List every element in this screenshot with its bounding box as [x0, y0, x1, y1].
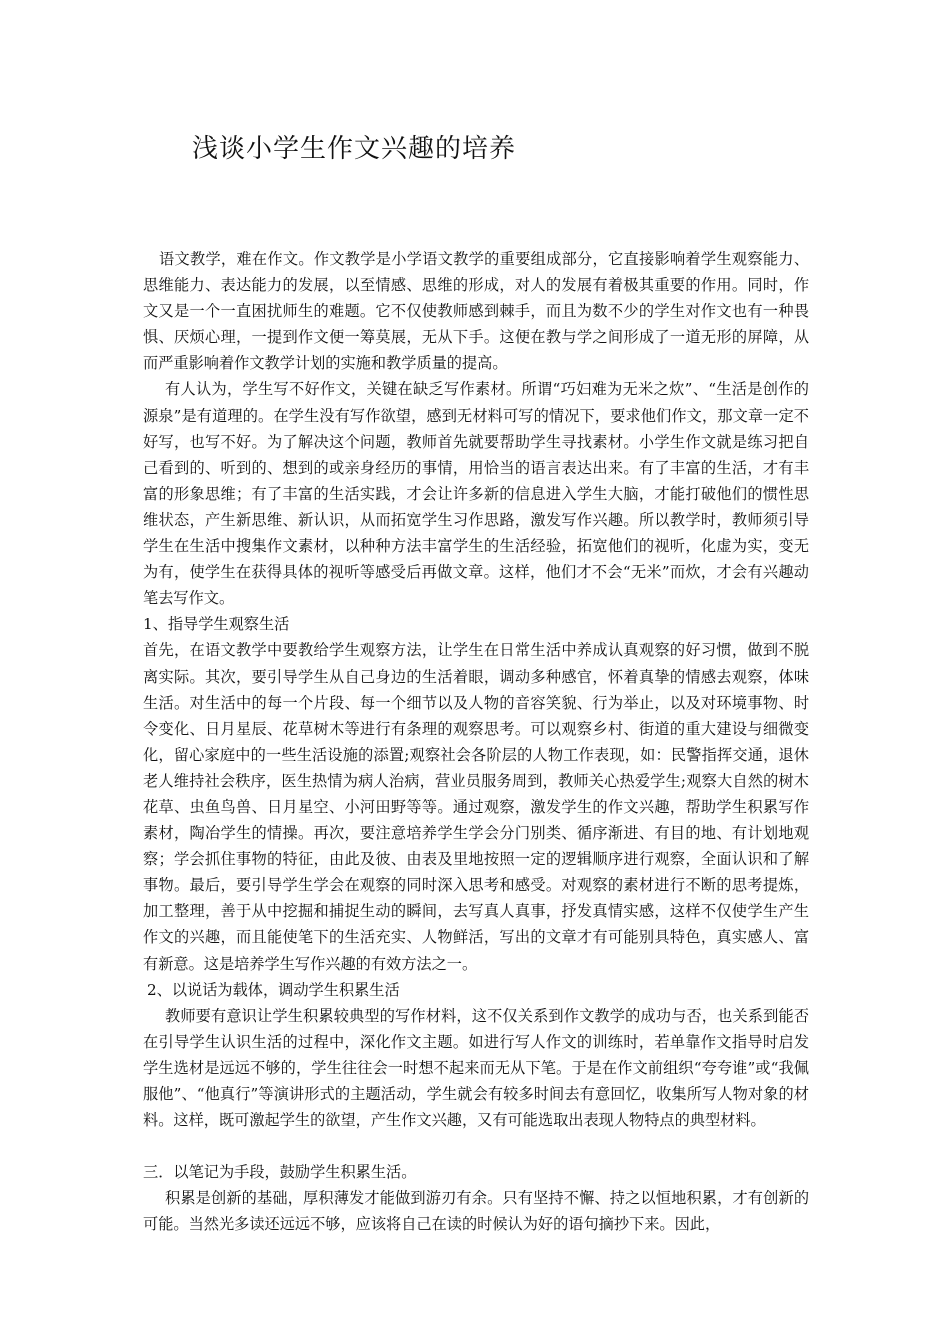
paragraph-gap: [143, 1133, 809, 1159]
document-title: 浅谈小学生作文兴趣的培养: [192, 134, 517, 164]
document-body: [143, 246, 809, 1237]
section-heading-speaking: 2、以说话为载体，调动学生积累生活: [147, 980, 400, 999]
section-heading-observe: 1、指导学生观察生活: [143, 615, 290, 634]
paragraph-observe: 首先，在语文教学中要教给学生观察方法，让学生在日常生活中养成认真观察的好习惯，做到不脱离实际。其次，要引导学生从自己身边的生活着眼，调动多种感官，怀着真挚的情感去观察，体味生活。对生活中的每一个片段、每一个细节以及人物的音容笑貌、行为举止，以及对环境事物、时令变化、日月星辰、花草树木等进行有条理的观察思考。可以观察乡村、街道的重大建设与细微变化，留心家庭中的一些生活设施的添置;观察社会各阶层的人物工作表现，如：民警指挥交通，退休老人维持社会秩序，医生热情为病人治病，营业员服务周到，教师关心热爱学生;观察大自然的树木花草、虫鱼鸟兽、日月星空、小河田野等等。通过观察，激发学生的作文兴趣，帮助学生积累写作素材，陶冶学生的情操。再次，要注意培养学生学会分门别类、循序渐进、有目的地、有计划地观察；学会抓住事物的特征，由此及彼、由表及里地按照一定的逻辑顺序进行观察，全面认识和了解事物。最后，要引导学生学会在观察的同时深入思考和感受。对观察的素材进行不断的思考提炼，加工整理，善于从中挖掘和捕捉生动的瞬间，去写真人真事，抒发真情实感，这样不仅使学生产生作文的兴趣，而且能使笔下的生活充实、人物鲜活，写出的文章才有可能别具特色，真实感人、富有新意。这是培养学生写作兴趣的有效方法之一。: [143, 641, 809, 973]
paragraph-notes: 积累是创新的基础，厚积薄发才能做到游刃有余。只有坚持不懈、持之以恒地积累，才有创新的可能。当然光多读还远远不够，应该将自己在读的时候认为好的语句摘抄下来。因此，: [143, 1189, 809, 1234]
paragraph-materials: 有人认为，学生写不好作文，关键在缺乏写作素材。所谓“巧妇难为无米之炊”、“生活是创作的源泉”是有道理的。在学生没有写作欲望，感到无材料可写的情况下，要求他们作文，那文章一定不好写，也写不好。为了解决这个问题，教师首先就要帮助学生寻找素材。小学生作文就是练习把自己看到的、听到的、想到的或亲身经历的事情，用恰当的语言表达出来。有了丰富的生活，才有丰富的形象思维；有了丰富的生活实践，才会让许多新的信息进入学生大脑，才能打破他们的惯性思维状态，产生新思维、新认识，从而拓宽学生习作思路，激发写作兴趣。所以教学时，教师须引导学生在生活中搜集作文素材，以种种方法丰富学生的生活经验，拓宽他们的视听，化虚为实，变无为有，使学生在获得具体的视听等感受后再做文章。这样，他们才不会“无米”而炊，才会有兴趣动笔去写作文。: [143, 380, 809, 608]
paragraph-speaking: 教师要有意识让学生积累较典型的写作材料，这不仅关系到作文教学的成功与否，也关系到能否在引导学生认识生活的过程中，深化作文主题。如进行写人作文的训练时，若单靠作文指导时启发学生选材是远远不够的，学生往往会一时想不起来而无从下笔。于是在作文前组织“夸夸谁”或“我佩服他”、“他真行”等演讲形式的主题活动，学生就会有较多时间去有意回忆，收集所写人物对象的材料。这样，既可激起学生的欲望，产生作文兴趣，又有可能选取出表现人物特点的典型材料。: [143, 1006, 809, 1130]
paragraph-intro: 语文教学，难在作文。作文教学是小学语文教学的重要组成部分，它直接影响着学生观察能力、思维能力、表达能力的发展，以至情感、思维的形成，对人的发展有着极其重要的作用。同时，作文又是一个一直困扰师生的难题。它不仅使教师感到棘手，而且为数不少的学生对作文也有一种畏惧、厌烦心理，一提到作文便一筹莫展，无从下手。这便在教与学之间形成了一道无形的屏障，从而严重影响着作文教学计划的实施和教学质量的提高。: [143, 250, 809, 373]
section-heading-notes: 三．以笔记为手段，鼓励学生积累生活。: [143, 1163, 417, 1182]
